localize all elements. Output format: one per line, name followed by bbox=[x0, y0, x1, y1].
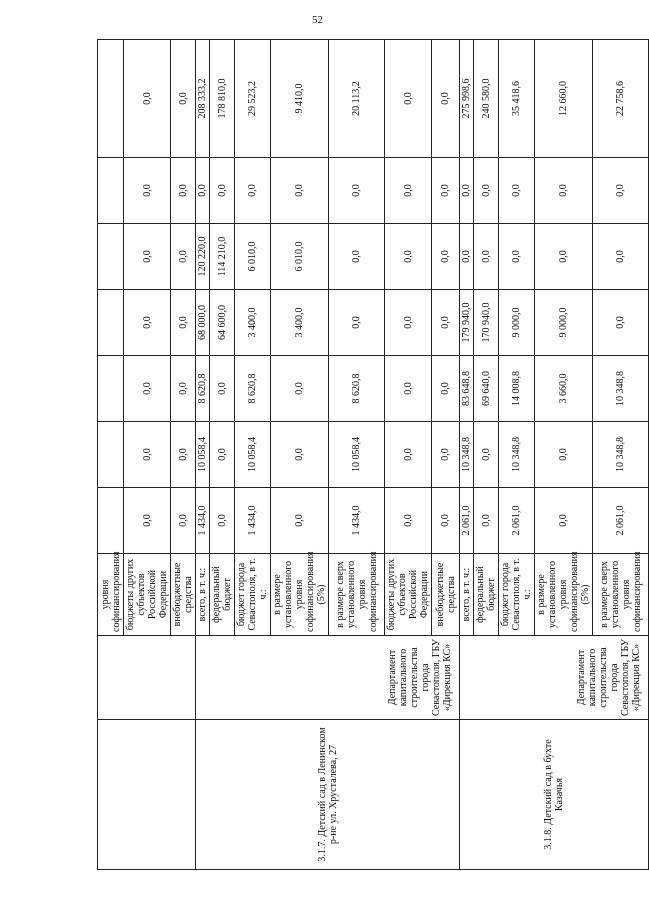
rotated-table-wrapper bbox=[97, 40, 643, 870]
page-number: 52 bbox=[312, 14, 323, 26]
object-name: 3.1.7. Детский сад в Ленинском р-не ул. Хрусталева, 27 bbox=[196, 720, 460, 870]
table-row bbox=[98, 40, 124, 870]
value-cell: 0,0 bbox=[196, 158, 210, 224]
prev-object-cell bbox=[98, 720, 196, 870]
value-cell: 1 434,0 bbox=[196, 488, 210, 554]
value-cell: 6 010,0 bbox=[235, 224, 271, 290]
value-cell: 0,0 bbox=[329, 290, 385, 356]
financing-table bbox=[97, 39, 649, 870]
value-cell: 0,0 bbox=[329, 158, 385, 224]
source-label: в размере сверх установленного уровня софинансирования bbox=[593, 554, 649, 636]
value-cell: 10 058,4 bbox=[329, 422, 385, 488]
value-cell: 0,0 bbox=[474, 158, 499, 224]
source-label: внебюджетные средства bbox=[432, 554, 460, 636]
value-cell: 3 400,0 bbox=[235, 290, 271, 356]
value-cell: 0,0 bbox=[432, 290, 460, 356]
value-cell: 6 010,0 bbox=[271, 224, 329, 290]
value-cell: 2 061,0 bbox=[460, 488, 474, 554]
value-cell bbox=[98, 356, 124, 422]
value-cell: 0,0 bbox=[499, 158, 535, 224]
value-cell: 0,0 bbox=[271, 158, 329, 224]
source-label: бюджеты других субъектов Российской Федерации bbox=[385, 554, 432, 636]
value-cell: 0,0 bbox=[124, 356, 171, 422]
value-cell: 178 810,0 bbox=[210, 40, 235, 158]
value-cell: 10 058,4 bbox=[196, 422, 210, 488]
value-cell bbox=[98, 422, 124, 488]
value-cell: 0,0 bbox=[474, 224, 499, 290]
value-cell: 0,0 bbox=[535, 488, 593, 554]
value-cell: 22 758,6 bbox=[593, 40, 649, 158]
value-cell: 0,0 bbox=[385, 422, 432, 488]
value-cell: 10 058,4 bbox=[235, 422, 271, 488]
value-cell: 170 940,0 bbox=[474, 290, 499, 356]
value-cell: 29 523,2 bbox=[235, 40, 271, 158]
value-cell: 0,0 bbox=[124, 488, 171, 554]
source-label: бюджеты других субъектов Российской Федерации bbox=[124, 554, 171, 636]
value-cell: 114 210,0 bbox=[210, 224, 235, 290]
value-cell: 0,0 bbox=[460, 158, 474, 224]
value-cell: 3 400,0 bbox=[271, 290, 329, 356]
value-cell bbox=[98, 290, 124, 356]
value-cell: 0,0 bbox=[385, 40, 432, 158]
value-cell: 68 000,0 bbox=[196, 290, 210, 356]
value-cell: 0,0 bbox=[124, 422, 171, 488]
value-cell: 0,0 bbox=[385, 224, 432, 290]
value-cell: 120 220,0 bbox=[196, 224, 210, 290]
value-cell: 8 620,8 bbox=[329, 356, 385, 422]
value-cell: 0,0 bbox=[171, 356, 196, 422]
value-cell: 1 434,0 bbox=[329, 488, 385, 554]
value-cell: 64 600,0 bbox=[210, 290, 235, 356]
value-cell: 0,0 bbox=[535, 422, 593, 488]
value-cell: 0,0 bbox=[385, 158, 432, 224]
value-cell: 10 348,8 bbox=[593, 356, 649, 422]
value-cell: 0,0 bbox=[271, 488, 329, 554]
value-cell: 0,0 bbox=[210, 488, 235, 554]
value-cell bbox=[98, 488, 124, 554]
value-cell: 0,0 bbox=[535, 224, 593, 290]
value-cell: 0,0 bbox=[432, 488, 460, 554]
value-cell: 0,0 bbox=[432, 422, 460, 488]
value-cell: 208 333,2 bbox=[196, 40, 210, 158]
value-cell: 0,0 bbox=[124, 290, 171, 356]
value-cell: 0,0 bbox=[124, 158, 171, 224]
value-cell: 10 348,8 bbox=[593, 422, 649, 488]
value-cell: 10 348,8 bbox=[460, 422, 474, 488]
source-label: бюджет города Севастополя, в т. ч.: bbox=[499, 554, 535, 636]
source-label: в размере установленного уровня софинансирования (5%) bbox=[535, 554, 593, 636]
value-cell: 0,0 bbox=[171, 422, 196, 488]
value-cell: 0,0 bbox=[432, 224, 460, 290]
value-cell: 69 640,0 bbox=[474, 356, 499, 422]
value-cell: 240 580,0 bbox=[474, 40, 499, 158]
value-cell: 0,0 bbox=[460, 224, 474, 290]
value-cell: 0,0 bbox=[593, 224, 649, 290]
value-cell: 179 940,0 bbox=[460, 290, 474, 356]
value-cell: 0,0 bbox=[432, 40, 460, 158]
value-cell: 0,0 bbox=[593, 290, 649, 356]
value-cell: 0,0 bbox=[171, 488, 196, 554]
source-label: федеральный бюджет bbox=[474, 554, 499, 636]
value-cell: 0,0 bbox=[171, 158, 196, 224]
value-cell: 0,0 bbox=[171, 224, 196, 290]
value-cell: 0,0 bbox=[474, 488, 499, 554]
value-cell: 9 410,0 bbox=[271, 40, 329, 158]
value-cell: 0,0 bbox=[432, 158, 460, 224]
source-label: всего, в т. ч.: bbox=[196, 554, 210, 636]
value-cell: 2 061,0 bbox=[499, 488, 535, 554]
table-row bbox=[460, 40, 474, 870]
value-cell: 275 998,6 bbox=[460, 40, 474, 158]
source-label: бюджет города Севастополя, в т. ч.: bbox=[235, 554, 271, 636]
value-cell: 0,0 bbox=[271, 356, 329, 422]
source-label: в размере установленного уровня софинансирования (5%) bbox=[271, 554, 329, 636]
object-name: 3.1.8. Детский сад в бухте Казачья bbox=[460, 720, 649, 870]
source-label: внебюджетные средства bbox=[171, 554, 196, 636]
value-cell: 0,0 bbox=[385, 356, 432, 422]
value-cell: 9 000,0 bbox=[535, 290, 593, 356]
value-cell: 0,0 bbox=[385, 488, 432, 554]
value-cell: 0,0 bbox=[432, 356, 460, 422]
value-cell: 9 000,0 bbox=[499, 290, 535, 356]
value-cell: 0,0 bbox=[271, 422, 329, 488]
value-cell: 1 434,0 bbox=[235, 488, 271, 554]
value-cell: 35 418,6 bbox=[499, 40, 535, 158]
value-cell: 8 620,8 bbox=[235, 356, 271, 422]
value-cell: 0,0 bbox=[124, 40, 171, 158]
source-label: в размере сверх установленного уровня софинансирования bbox=[329, 554, 385, 636]
value-cell: 2 061,0 bbox=[593, 488, 649, 554]
value-cell: 0,0 bbox=[474, 422, 499, 488]
value-cell bbox=[98, 224, 124, 290]
value-cell: 0,0 bbox=[124, 224, 171, 290]
value-cell: 0,0 bbox=[210, 158, 235, 224]
value-cell: 10 348,8 bbox=[499, 422, 535, 488]
value-cell: 0,0 bbox=[210, 422, 235, 488]
value-cell: 0,0 bbox=[499, 224, 535, 290]
value-cell: 3 660,0 bbox=[535, 356, 593, 422]
value-cell: 0,0 bbox=[210, 356, 235, 422]
value-cell bbox=[98, 158, 124, 224]
value-cell: 0,0 bbox=[171, 290, 196, 356]
value-cell bbox=[98, 40, 124, 158]
value-cell: 14 008,8 bbox=[499, 356, 535, 422]
value-cell: 12 660,0 bbox=[535, 40, 593, 158]
source-label: всего, в т. ч.: bbox=[460, 554, 474, 636]
executor-name: Департамент капитального строительства города Севастополя, ГБУ «Дирекция КС» bbox=[460, 636, 649, 720]
value-cell: 20 113,2 bbox=[329, 40, 385, 158]
value-cell: 8 620,8 bbox=[196, 356, 210, 422]
executor-name: Департамент капитального строительства города Севастополя, ГБУ «Дирекция КС» bbox=[196, 636, 460, 720]
value-cell: 0,0 bbox=[329, 224, 385, 290]
value-cell: 83 648,8 bbox=[460, 356, 474, 422]
source-label: уровня софинансирования bbox=[98, 554, 124, 636]
value-cell: 0,0 bbox=[171, 40, 196, 158]
value-cell: 0,0 bbox=[535, 158, 593, 224]
source-label: федеральный бюджет bbox=[210, 554, 235, 636]
value-cell: 0,0 bbox=[593, 158, 649, 224]
value-cell: 0,0 bbox=[235, 158, 271, 224]
prev-executor-cell bbox=[98, 636, 196, 720]
value-cell: 0,0 bbox=[385, 290, 432, 356]
table-row bbox=[196, 40, 210, 870]
